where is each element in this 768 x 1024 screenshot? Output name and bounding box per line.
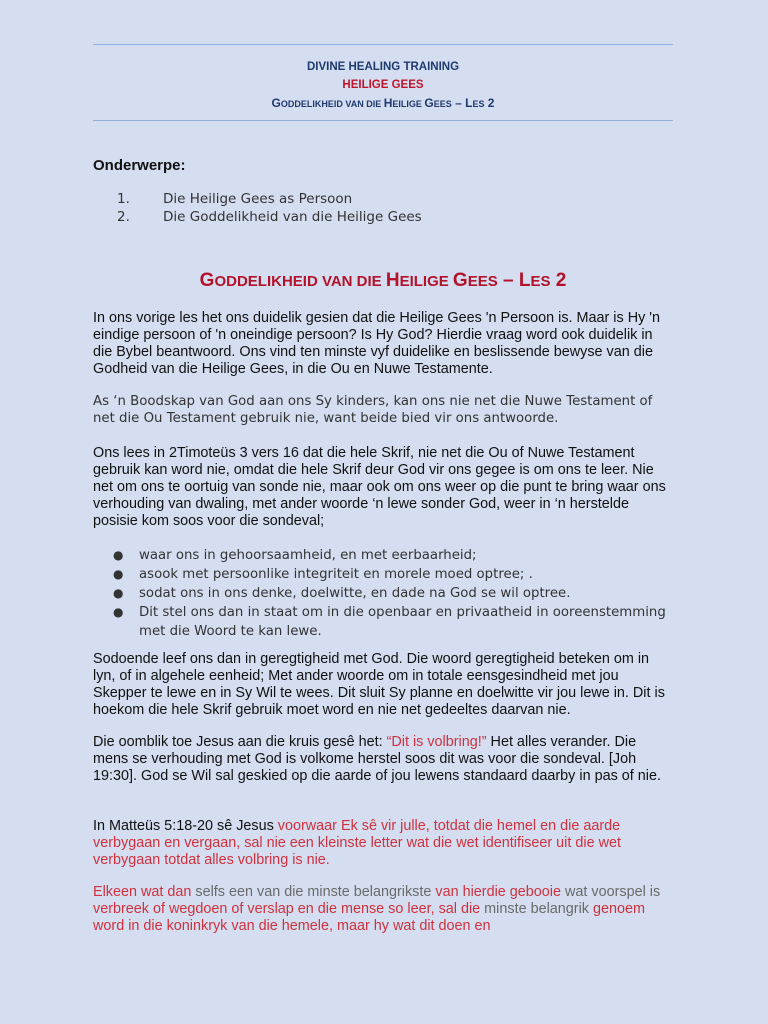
bullet-icon: ● [113, 586, 124, 600]
paragraph-4: Sodoende leef ons dan in geregtigheid met God. Die woord geregtigheid beteken om in lyn, of in algehele eenheid; Met ander woorde om in totale eensgesindheid met jou Skepper te lewe en in Sy Wil te wees. Dit sluit Sy planne en doelwitte vir jou lewe in. Dit is hoekom die hele Skrif gebruik moet word en nie net gedeeltes daarvan nie. [93, 651, 665, 718]
list-item: ● waar ons in gehoorsaamheid, en met eerbaarheid; [113, 548, 477, 563]
list-item: ● asook met persoonlike integriteit en morele moed optree; . [113, 567, 533, 582]
header-top-rule [93, 44, 673, 45]
list-item: ● Dit stel ons dan in staat om in die openbaar en privaatheid in ooreenstemming met die Woord te kan lewe. [113, 605, 666, 639]
bullet-list [113, 546, 678, 641]
paragraph-3: Ons lees in 2Timoteüs 3 vers 16 dat die hele Skrif, nie net die Ou of Nuwe Testament gebruik kan word nie, omdat die hele Skrif deur God vir ons gegee is om ons te leer. Nie net om ons te oortuig van sonde nie, maar ook om ons weer op die punt te bring waar ons verhouding van dwaling, met ander woorde ‘n lewe sonder God, weer in ‘n herstelde posisie kom soos voor die sondeval; [93, 445, 666, 529]
header-line-3: GODDELIKHEID VAN DIE HEILIGE GEES – LES 2 [271, 96, 495, 110]
header-line-2: HEILIGE GEES [342, 79, 424, 91]
topics-label: Onderwerpe: [93, 157, 186, 174]
paragraph-5: Die oomblik toe Jesus aan die kruis gesê het: “Dit is volbring!” Het alles verander. Die mens se verhouding met God is volkome herstel soos dit was voor die sondeval. [Joh 19:30]. God se Wil sal geskied op die aarde of jou lewens standaard daarby in pas of nie. [93, 734, 661, 784]
header-line-1: DIVINE HEALING TRAINING [306, 61, 460, 73]
bullet-icon: ● [113, 605, 124, 619]
bullet-icon: ● [113, 548, 124, 562]
paragraph-7: Elkeen wat dan selfs een van die minste belangrikste van hierdie gebooie wat voorspel is verbreek of wegdoen of verslap en die mense so leer, sal die minste belangrik genoem word in die koninkryk van die hemele, maar hy wat dit doen en [93, 884, 661, 934]
paragraph-2: As ‘n Boodskap van God aan ons Sy kinders, kan ons nie net die Nuwe Testament of net die Ou Testament gebruik nie, want beide bied vir ons antwoorde. [93, 394, 653, 426]
quote-text: “Dit is volbring!” [386, 734, 487, 750]
list-item: 1. Die Heilige Gees as Persoon [117, 191, 353, 207]
section-title: GODDELIKHEID VAN DIE HEILIGE GEES – LES 2 [199, 270, 567, 291]
list-item: ● sodat ons in ons denke, doelwitte, en dade na God se wil optree. [113, 586, 571, 601]
paragraph-6: In Matteüs 5:18-20 sê Jesus voorwaar Ek sê vir julle, totdat die hemel en die aarde verbygaan en vergaan, sal nie een kleinste letter wat die wet identifiseer uit die wet verbygaan totdat alles volbring is nie. [93, 818, 621, 868]
bullet-icon: ● [113, 567, 124, 581]
list-item: 2. Die Goddelikheid van die Heilige Gees [117, 209, 422, 225]
scripture-text: voorwaar Ek sê vir julle, totdat die hemel en die aarde verbygaan en vergaan, sal nie een kleinste letter wat die wet identifiseer uit die wet verbygaan totdat alles volbring is nie. [93, 818, 621, 868]
topics-list [117, 190, 422, 226]
document-header [93, 58, 673, 113]
header-bottom-rule [93, 120, 673, 121]
paragraph-1: In ons vorige les het ons duidelik gesien dat die Heilige Gees 'n Persoon is. Maar is Hy 'n eindige persoon of 'n oneindige persoon? Is Hy God? Hierdie vraag word ook duidelik in die Bybel beantwoord. Ons vind ten minste vyf duidelike en beslissende bewyse van die Godheid van die Heilige Gees, in die Ou en Nuwe Testamente. [93, 310, 661, 377]
